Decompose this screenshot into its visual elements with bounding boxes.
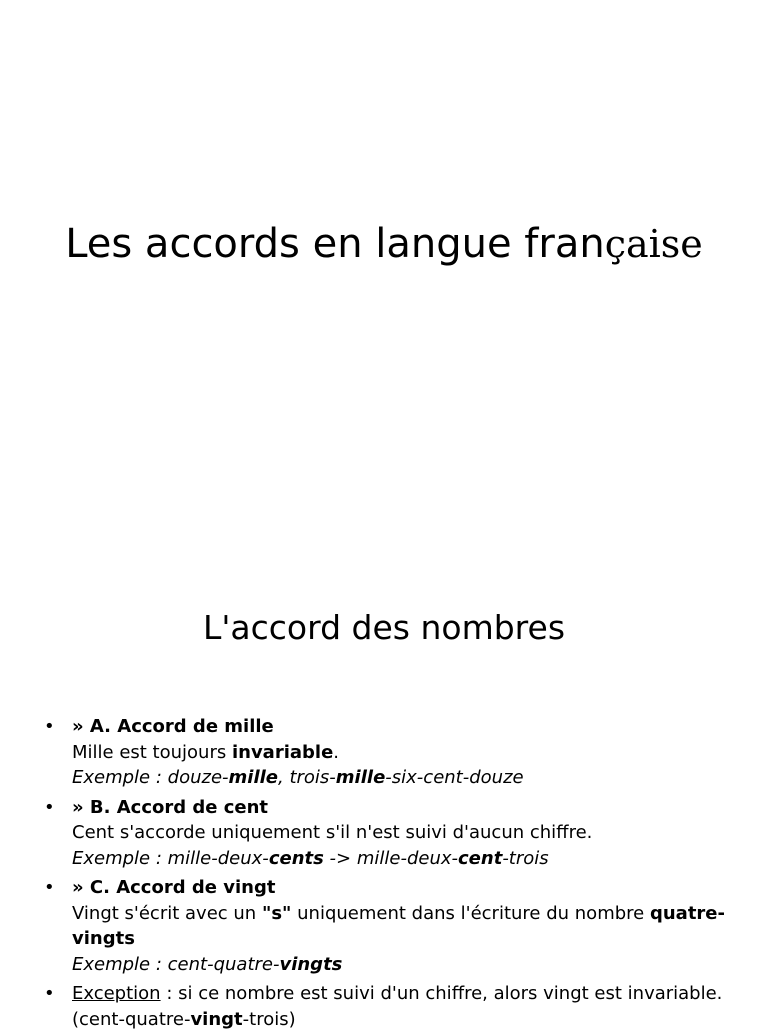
item-description: Cent s'accorde uniquement s'il n'est suivi d'aucun chiffre. [72,822,593,843]
example-emphasis: mille [228,767,278,788]
item-description [72,981,732,1007]
item-description [72,740,732,766]
section-title: L'accord des nombres [202,608,566,647]
item-description [72,901,732,952]
slide-title-main: Les accords en langue fran [65,221,605,267]
example-text: -trois [502,847,549,869]
item-heading: » B. Accord de cent [72,796,269,818]
example-text: Exemple : cent-quatre- [72,953,280,975]
list-item-mille [42,714,732,791]
slide-title [0,218,768,270]
list-item-vingt [42,875,732,977]
exception-label: Exception [72,983,161,1004]
item-example [72,765,732,791]
desc-text: Vingt s'écrit avec un [72,902,262,924]
bullet-icon: • [44,796,55,818]
item-example [72,1007,732,1033]
bullet-icon: • [44,983,55,1004]
item-heading: » C. Accord de vingt [72,877,276,898]
example-text: -six-cent-douze [385,767,524,788]
desc-text: . [333,741,340,763]
slide-title-tail: çaise [604,222,703,266]
desc-text: uniquement dans l'écriture du nombre [291,902,650,924]
item-example [72,952,732,978]
example-emphasis: cent [458,847,503,869]
example-text: (cent-quatre- [72,1008,191,1030]
list-item-exception [42,981,732,1032]
example-emphasis: vingts [279,953,343,975]
desc-text: Mille est toujours [72,741,232,763]
example-text: , trois- [278,767,336,788]
item-heading: » A. Accord de mille [72,716,274,737]
example-emphasis: vingt [190,1008,243,1030]
example-text: Exemple : mille-deux- [72,847,269,869]
bullet-list [42,714,732,1036]
example-text: -> mille-deux- [323,847,459,869]
example-text: -trois) [242,1008,296,1030]
example-text: Exemple : douze- [72,767,229,788]
item-example [72,846,732,872]
bullet-icon: • [44,716,55,737]
desc-emphasis: vingts [72,928,135,949]
desc-emphasis: "s" [261,902,292,924]
list-item-cent [42,795,732,872]
example-emphasis: cents [268,847,324,869]
bullet-icon: • [44,877,55,898]
desc-emphasis: invariable [231,741,334,763]
desc-text: : si ce nombre est suivi d'un chiffre, alors vingt est invariable. [160,983,723,1004]
desc-emphasis: quatre- [649,902,725,924]
example-emphasis: mille [335,767,386,788]
